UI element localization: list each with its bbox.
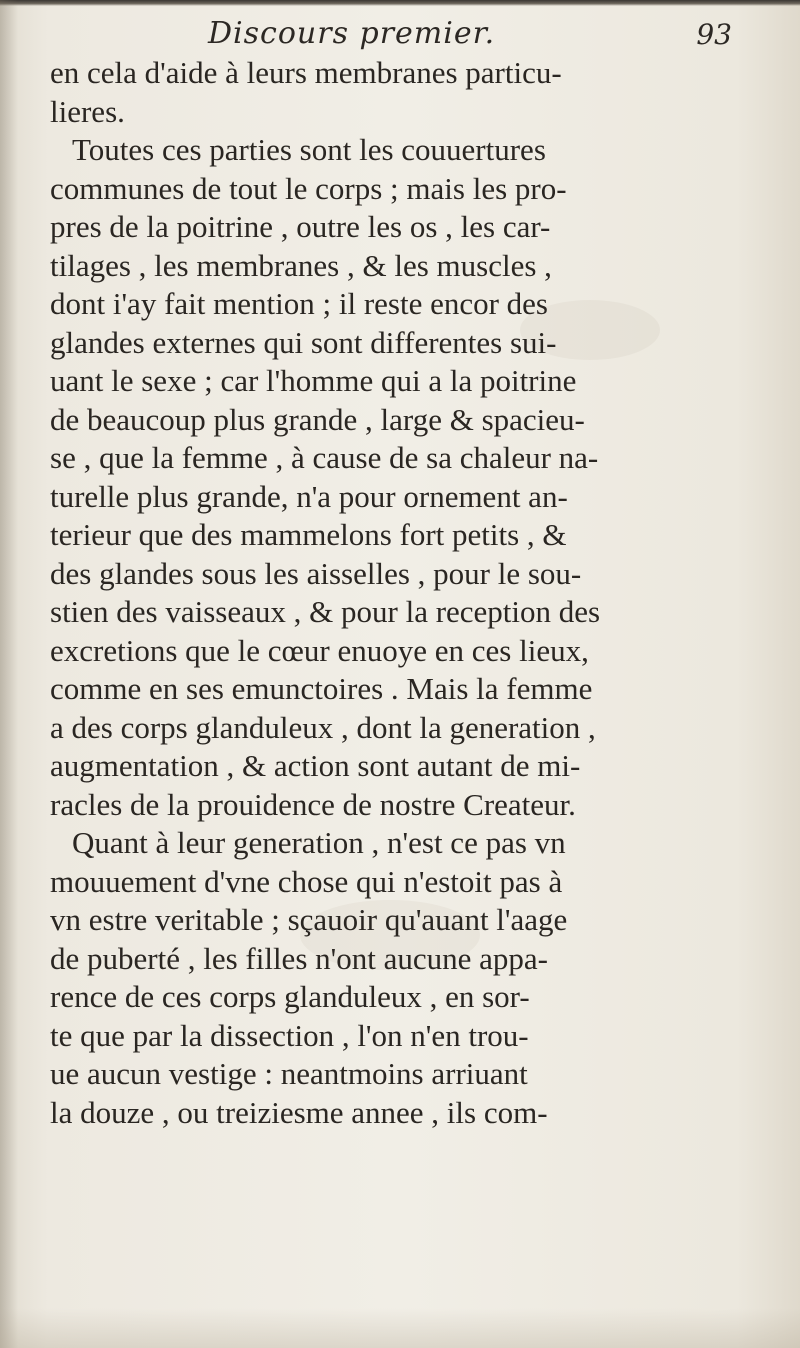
text-line: te que par la dissection , l'on n'en trou- (50, 1017, 529, 1053)
text-line: rence de ces corps glanduleux , en sor- (50, 979, 530, 1014)
text-line: uant le sexe ; car l'homme qui a la poitrine (50, 363, 577, 398)
text-line: augmentation , & action sont autant de mi- (50, 748, 581, 783)
running-title: Discours premier. (208, 16, 496, 51)
text-line: de puberté , les filles n'ont aucune appa- (50, 940, 548, 976)
text-line: glandes externes qui sont differentes sui- (50, 324, 557, 360)
text-line: terieur que des mammelons fort petits , & (50, 517, 567, 552)
page-bottom-edge (0, 1308, 800, 1348)
text-line: stien des vaisseaux , & pour la reception des (50, 594, 601, 629)
page-number: 93 (696, 18, 732, 51)
text-line: des glandes sous les aisselles , pour le sou- (50, 555, 582, 591)
text-line: comme en ses emunctoires . Mais la femme (50, 671, 593, 706)
paragraph-start-line: Toutes ces parties sont les couuertures (72, 132, 546, 167)
text-line: turelle plus grande, n'a pour ornement an- (50, 478, 568, 514)
text-line: de beaucoup plus grande , large & spacieu- (50, 401, 585, 437)
text-line: se , que la femme , à cause de sa chaleur na- (50, 440, 599, 475)
text-line: la douze , ou treiziesme annee , ils com- (50, 1094, 548, 1130)
text-line: communes de tout le corps ; mais les pro- (50, 170, 567, 206)
text-line: mouuement d'vne chose qui n'estoit pas à (50, 863, 563, 899)
text-line: excretions que le cœur enuoye en ces lieux, (50, 632, 589, 668)
text-line: lieres. (50, 93, 125, 129)
text-line: en cela d'aide à leurs membranes particu- (50, 55, 562, 90)
text-line: racles de la prouidence de nostre Createur. (50, 786, 576, 822)
text-line: dont i'ay fait mention ; il reste encor des (50, 286, 548, 321)
text-line: tilages , les membranes , & les muscles , (50, 247, 552, 283)
body-text (50, 54, 770, 1132)
paragraph-start-line: Quant à leur generation , n'est ce pas vn (72, 825, 566, 860)
text-line: vn estre veritable ; sçauoir qu'auant l'aage (50, 902, 568, 937)
text-line: a des corps glanduleux , dont la generation , (50, 709, 596, 745)
page-top-edge (0, 0, 800, 6)
text-line: ue aucun vestige : neantmoins arriuant (50, 1056, 528, 1091)
gutter-shadow (0, 0, 18, 1348)
text-line: pres de la poitrine , outre les os , les car- (50, 209, 551, 244)
